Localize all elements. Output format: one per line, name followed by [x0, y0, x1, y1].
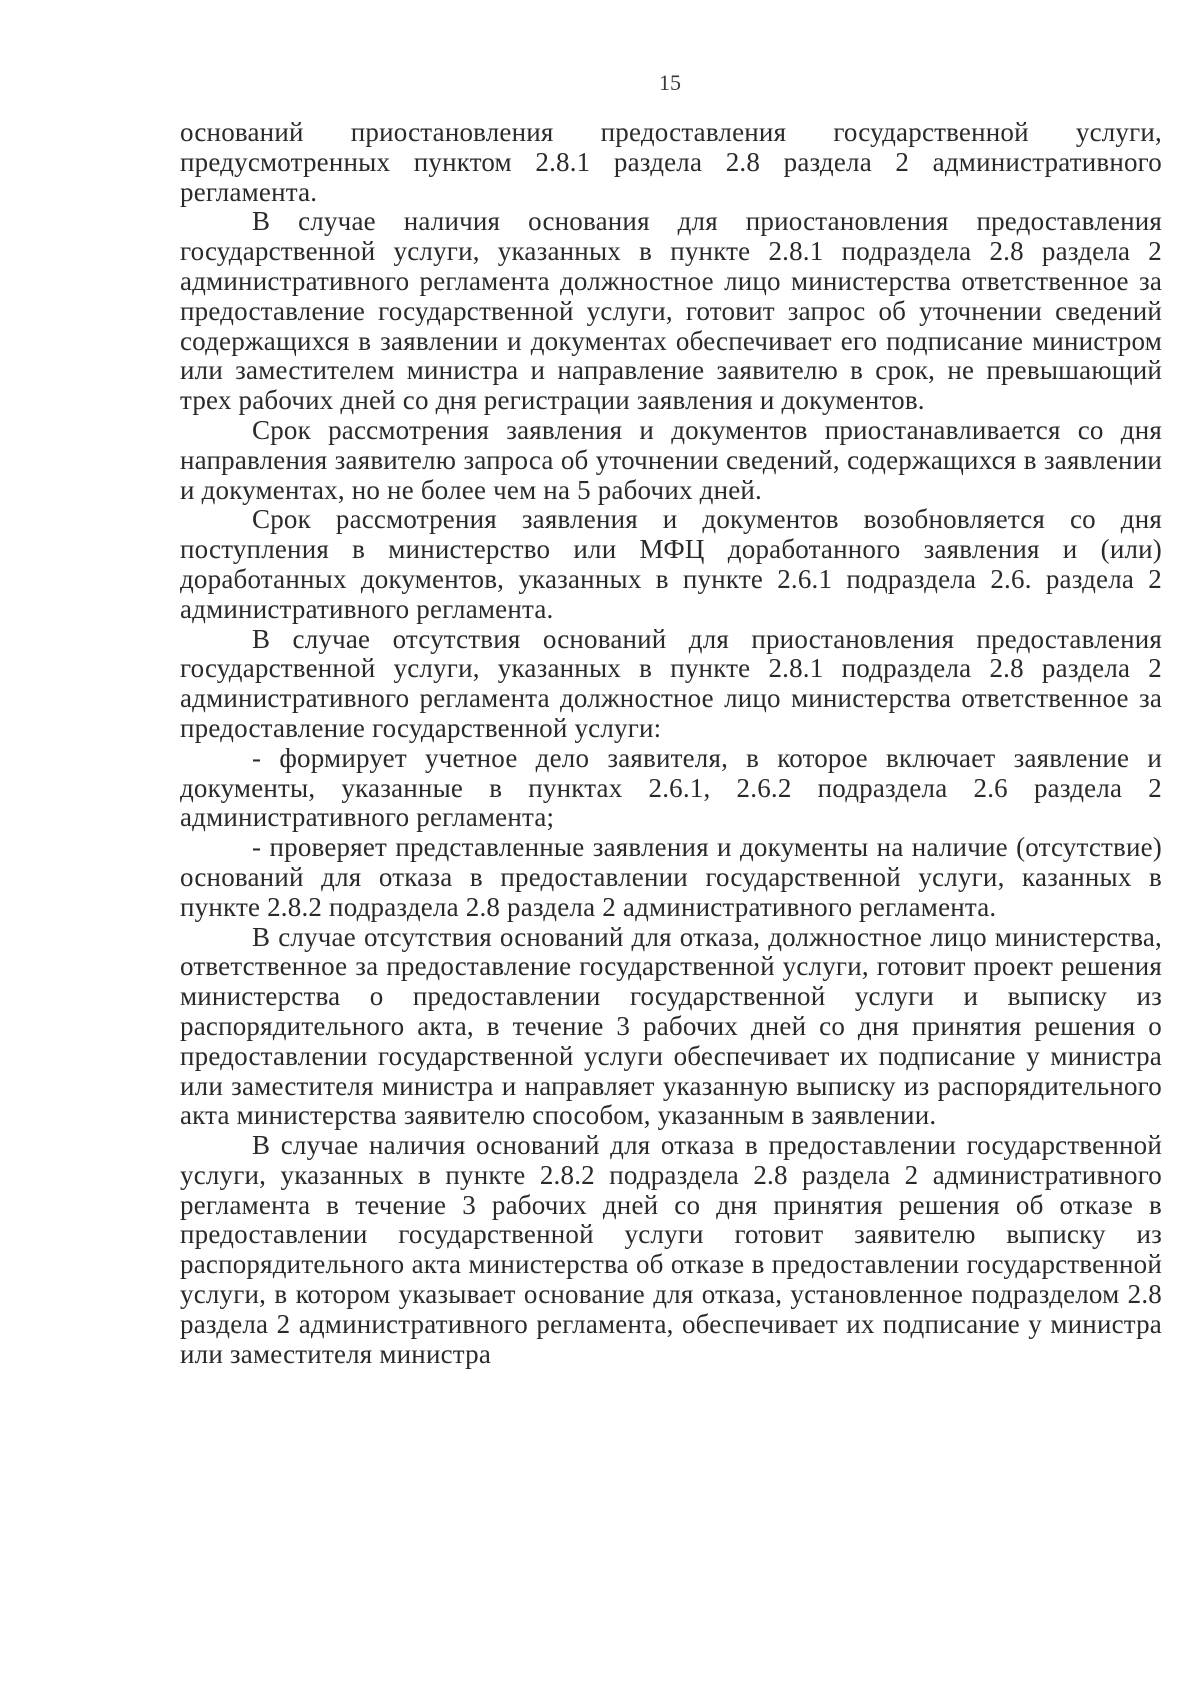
paragraph: В случае отсутствия оснований для приостановления предоставления государственной услуги, указанных в пункте 2.8.1 подраздела 2.8 раздела 2 административного регламента должностное лицо министерства ответственное за предоставление государственной услуги:: [180, 623, 1162, 743]
paragraph: В случае наличия оснований для отказа в предоставлении государственной услуги, указанных в пункте 2.8.2 подраздела 2.8 раздела 2 административного регламента в течение 3 рабочих дней со дня принятия решения об отказе в предоставлении государственной услуги готовит заявителю выписку из распорядительного акта министерства об отказе в предоставлении государственной услуги, в котором указывает основание для отказа, установленное подразделом 2.8 раздела 2 административного регламента, обеспечивает их подписание у министра или заместителя министра: [180, 1130, 1162, 1369]
list-item: - формирует учетное дело заявителя, в которое включает заявление и документы, указанные в пунктах 2.6.1, 2.6.2 подраздела 2.6 раздела 2 административного регламента;: [180, 742, 1162, 833]
page-number: 15: [659, 70, 681, 95]
document-body: [180, 118, 1162, 1369]
paragraph: В случае отсутствия оснований для отказа, должностное лицо министерства, ответственное за предоставление государственной услуги, готовит проект решения министерства о предоставлении государственной услуги и выписку из распорядительного акта, в течение 3 рабочих дней со дня принятия решения о предоставлении государственной услуги обеспечивает их подписание у министра или заместителя министра и направляет указанную выписку из распорядительного акта министерства заявителю способом, указанным в заявлении.: [180, 921, 1162, 1131]
paragraph: Срок рассмотрения заявления и документов возобновляется со дня поступления в министерство или МФЦ доработанного заявления и (или) доработанных документов, указанных в пункте 2.6.1 подраздела 2.6. раздела 2 административного регламента.: [180, 504, 1162, 624]
paragraph: оснований приостановления предоставления государственной услуги, предусмотренных пунктом 2.8.1 раздела 2.8 раздела 2 административного регламента.: [180, 117, 1162, 207]
list-item: - проверяет представленные заявления и документы на наличие (отсутствие) оснований для отказа в предоставлении государственной услуги, казанных в пункте 2.8.2 подраздела 2.8 раздела 2 административного регламента.: [180, 832, 1162, 922]
paragraph: Срок рассмотрения заявления и документов приостанавливается со дня направления заявителю запроса об уточнении сведений, содержащихся в заявлении и документах, но не более чем на 5 рабочих дней.: [180, 414, 1162, 505]
paragraph: В случае наличия основания для приостановления предоставления государственной услуги, указанных в пункте 2.8.1 подраздела 2.8 раздела 2 административного регламента должностное лицо министерства ответственное за предоставление государственной услуги, готовит запрос об уточнении сведений содержащихся в заявлении и документах обеспечивает его подписание министром или заместителем министра и направление заявителю в срок, не превышающий трех рабочих дней со дня регистрации заявления и документов.: [180, 206, 1162, 416]
